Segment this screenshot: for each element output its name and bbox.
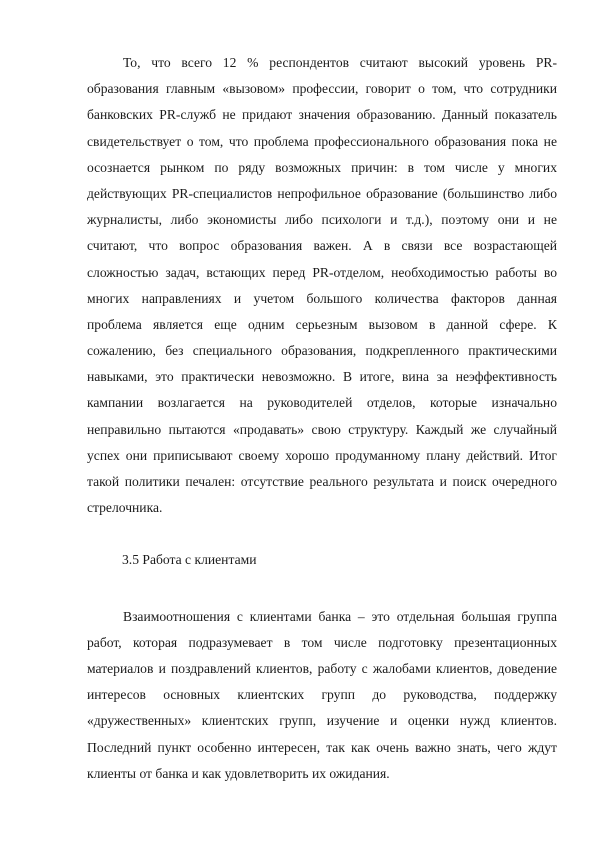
- paragraph-line: сожалению, без специального образования, подкрепленного практическими: [87, 343, 557, 359]
- paragraph-line: «дружественных» клиентских групп, изучение и оценки нужд клиентов.: [87, 713, 557, 729]
- paragraph-respondents-education: [87, 50, 557, 521]
- paragraph-line: проблема является еще одним серьезным вызовом в данной сфере. К: [87, 316, 557, 332]
- paragraph-line: осознается рынком по ряду возможных причин: в том числе у многих: [87, 159, 557, 175]
- paragraph-line: Взаимоотношения с клиентами банка – это отдельная большая группа: [123, 608, 557, 624]
- paragraph-line: навыками, это практически невозможно. В итоге, вина за неэффективность: [87, 369, 557, 385]
- paragraph-line: успех они приписывают своему хорошо продуманному плану действий. Итог: [87, 447, 557, 463]
- paragraph-line: материалов и поздравлений клиентов, работу с жалобами клиентов, доведение: [87, 660, 557, 676]
- paragraph-line: действующих PR-специалистов непрофильное образование (большинство либо: [87, 185, 557, 201]
- paragraph-line: интересов основных клиентских групп до руководства, поддержку: [87, 687, 557, 703]
- paragraph-line: журналисты, либо экономисты либо психологи и т.д.), поэтому они и не: [87, 212, 557, 228]
- paragraph-line: свидетельствует о том, что проблема профессионального образования пока не: [87, 133, 557, 149]
- paragraph-line: такой политики печален: отсутствие реального результата и поиск очередного: [87, 474, 557, 489]
- paragraph-line: работ, которая подразумевает в том числе подготовку презентационных: [87, 634, 557, 650]
- paragraph-line: образования главным «вызовом» профессии, говорит о том, что сотрудники: [87, 81, 557, 97]
- paragraph-line: стрелочника.: [87, 500, 163, 516]
- paragraph-line: Последний пункт особенно интересен, так как очень важно знать, чего ждут: [87, 739, 557, 755]
- paragraph-line: считают, что вопрос образования важен. А в связи все возрастающей: [87, 238, 557, 254]
- document-page: [87, 50, 557, 787]
- paragraph-line: клиенты от банка и как удовлетворить их ожидания.: [87, 765, 390, 781]
- section-heading: 3.5 Работа с клиентами: [122, 552, 257, 568]
- paragraph-line: банковских PR-служб не придают значения образованию. Данный показатель: [87, 107, 557, 123]
- paragraph-line: сложностью задач, встающих перед PR-отделом, необходимостью работы во: [87, 264, 557, 280]
- paragraph-line: неправильно пытаются «продавать» свою структуру. Каждый же случайный: [87, 421, 557, 437]
- paragraph-line: То, что всего 12 % респондентов считают высокий уровень PR-: [123, 55, 557, 70]
- paragraph-line: кампании возлагается на руководителей отделов, которые изначально: [87, 395, 557, 411]
- paragraph-client-relations: [87, 604, 557, 787]
- paragraph-line: многих направлениях и учетом большого количества факторов данная: [87, 290, 557, 306]
